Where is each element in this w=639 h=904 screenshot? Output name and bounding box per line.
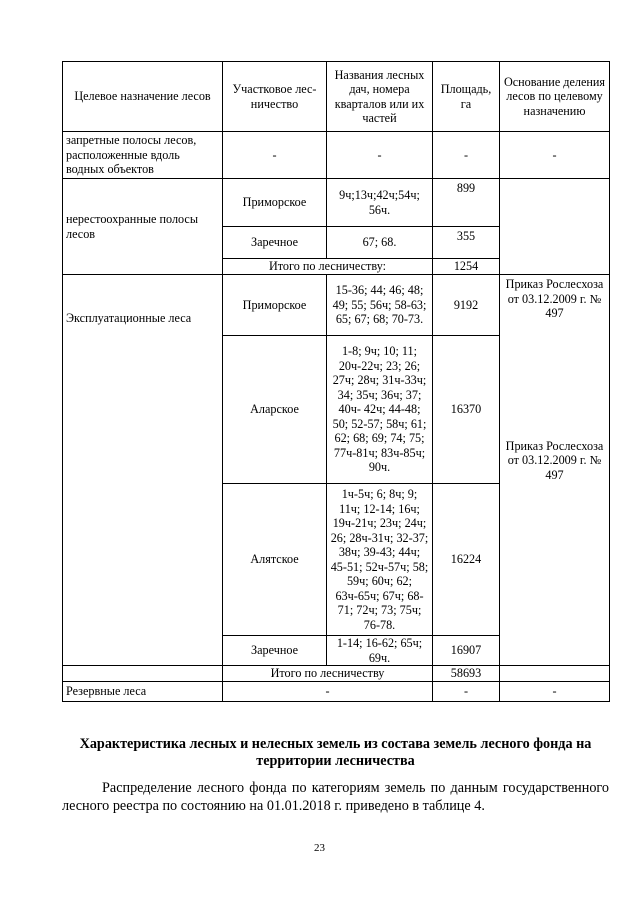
area-cell: -	[433, 132, 500, 179]
basis-text: Приказ Рослесхоза от 03.12.2009 г. № 497	[505, 277, 604, 320]
paragraph-text: Распределение лесного фонда по категориям земель по данным государственного лесного реестра по состоянию на 01.01.2018 г. приведено в таблице 4.	[62, 780, 609, 814]
empty-cell	[500, 666, 610, 682]
header-district: Участковое лес-ничество	[223, 62, 327, 132]
section-heading: Характеристика лесных и нелесных земель из состава земель лесного фонда на территории лесничества	[79, 736, 592, 769]
forest-purpose-table	[62, 61, 610, 702]
header-area: Площадь, га	[433, 62, 500, 132]
table-row	[63, 179, 610, 227]
purpose-cell: Резервные леса	[63, 682, 223, 702]
header-names: Названия лесных дач, номера кварталов или их частей	[327, 62, 433, 132]
names-cell: 9ч;13ч;42ч;54ч; 56ч.	[327, 179, 433, 227]
district-cell: Приморское	[223, 275, 327, 336]
area-cell: 16907	[433, 636, 500, 666]
names-cell: 1-14; 16-62; 65ч; 69ч.	[327, 636, 433, 666]
area-cell: 16224	[433, 484, 500, 636]
area-cell: 16370	[433, 336, 500, 484]
area-cell: 9192	[433, 275, 500, 336]
page-number: 23	[314, 842, 325, 854]
area-cell: 899	[433, 179, 500, 227]
names-cell: -	[327, 132, 433, 179]
table-row	[63, 132, 610, 179]
header-basis: Основание деления лесов по целевому назначению	[500, 62, 610, 132]
basis-cell: -	[500, 132, 610, 179]
district-cell: Заречное	[223, 636, 327, 666]
table-row	[63, 682, 610, 702]
names-cell: 15-36; 44; 46; 48; 49; 55; 56ч; 58-63; 65; 67; 68; 70-73.	[327, 275, 433, 336]
header-purpose: Целевое назначение лесов	[63, 62, 223, 132]
district-cell: -	[223, 132, 327, 179]
subtotal-label: Итого по лесничеству	[223, 666, 433, 682]
purpose-cell: запретные полосы лесов, расположенные вдоль водных объектов	[63, 132, 223, 179]
subtotal-row	[63, 666, 610, 682]
area-cell: -	[433, 682, 500, 702]
names-cell: 67; 68.	[327, 227, 433, 259]
district-cell: Аларское	[223, 336, 327, 484]
purpose-cell: Эксплуатационные леса	[63, 275, 223, 666]
names-cell: -	[223, 682, 433, 702]
basis-cell-empty	[500, 179, 610, 275]
area-cell: 355	[433, 227, 500, 259]
district-cell: Алятское	[223, 484, 327, 636]
district-cell: Приморское	[223, 179, 327, 227]
body-paragraph	[62, 780, 609, 815]
basis-cell: -	[500, 682, 610, 702]
subtotal-label: Итого по лесничеству:	[223, 259, 433, 275]
purpose-cell: нерестоохранные полосы лесов	[63, 179, 223, 275]
basis-cell	[500, 275, 610, 666]
table-row	[63, 275, 610, 336]
empty-cell	[63, 666, 223, 682]
names-cell: 1ч-5ч; 6; 8ч; 9; 11ч; 12-14; 16ч; 19ч-21ч; 23ч; 24ч; 26; 28ч-31ч; 32-37; 38ч; 39-43; 44ч; 45-51; 52ч-57ч; 58; 59ч; 60ч; 62; 63ч-65ч; 67ч; 68-71; 72ч; 73; 75ч; 76-78.	[327, 484, 433, 636]
names-cell: 1-8; 9ч; 10; 11; 20ч-22ч; 23; 26; 27ч; 28ч; 31ч-33ч; 34; 35ч; 36ч; 37; 40ч- 42ч; 44-48; 50; 52-57; 58ч; 61; 62; 68; 69; 74; 75; 77ч-81ч; 83ч-85ч; 90ч.	[327, 336, 433, 484]
spacer	[503, 321, 606, 439]
table-header-row	[63, 62, 610, 132]
basis-text: Приказ Рослесхоза от 03.12.2009 г. № 497	[505, 438, 604, 482]
subtotal-area: 58693	[433, 666, 500, 682]
district-cell: Заречное	[223, 227, 327, 259]
subtotal-area: 1254	[433, 259, 500, 275]
